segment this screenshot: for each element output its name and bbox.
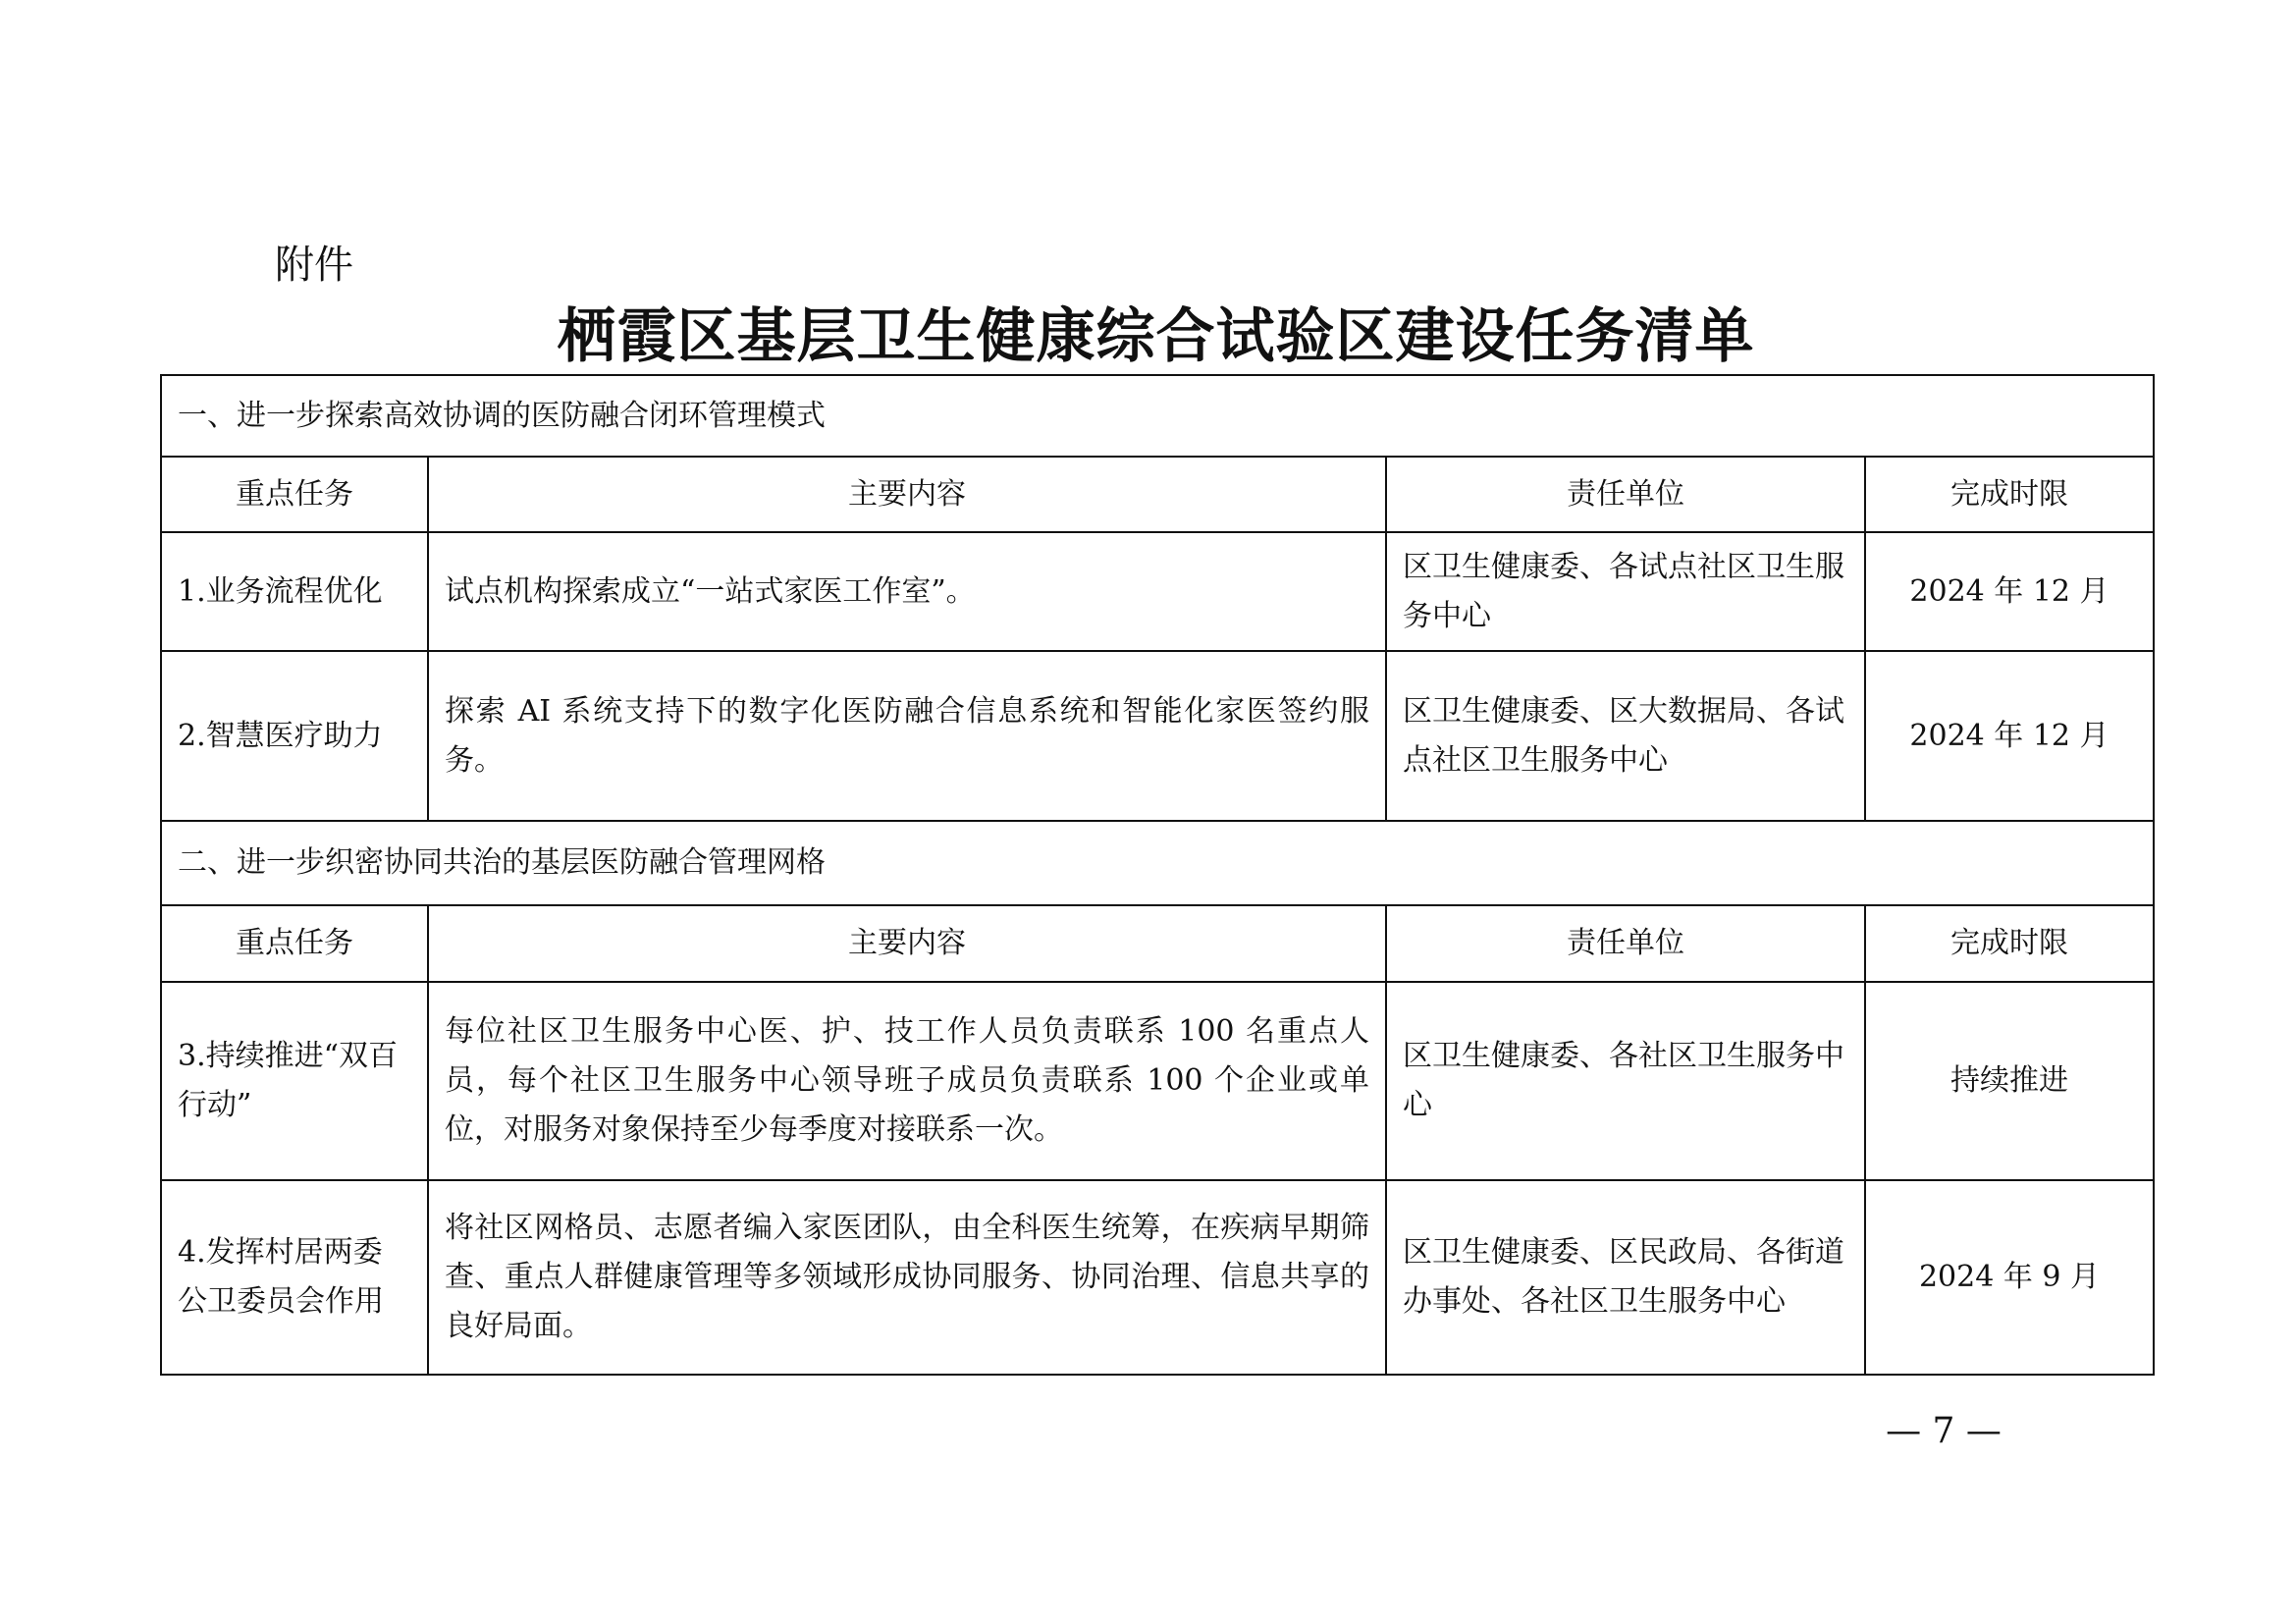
task-cell: 4.发挥村居两委公卫委员会作用	[161, 1180, 428, 1375]
section-heading: 一、进一步探索高效协调的医防融合闭环管理模式	[161, 375, 2154, 457]
deadline-cell: 2024 年 12 月	[1865, 651, 2154, 821]
table-row	[161, 982, 2154, 1180]
responsible-cell: 区卫生健康委、各社区卫生服务中心	[1386, 982, 1865, 1180]
content-cell: 将社区网格员、志愿者编入家医团队，由全科医生统筹，在疾病早期筛查、重点人群健康管理等多领域形成协同服务、协同治理、信息共享的良好局面。	[428, 1180, 1386, 1375]
table-row	[161, 532, 2154, 651]
page-number: — 7 —	[1886, 1411, 2002, 1451]
column-header-responsible: 责任单位	[1386, 905, 1865, 982]
column-header-responsible: 责任单位	[1386, 457, 1865, 532]
column-header-deadline: 完成时限	[1865, 457, 2154, 532]
task-list-table	[160, 374, 2155, 1376]
content-cell: 每位社区卫生服务中心医、护、技工作人员负责联系 100 名重点人员，每个社区卫生服务中心领导班子成员负责联系 100 个企业或单位，对服务对象保持至少每季度对接联系一次。	[428, 982, 1386, 1180]
column-header-content: 主要内容	[428, 905, 1386, 982]
section-heading: 二、进一步织密协同共治的基层医防融合管理网格	[161, 821, 2154, 905]
attachment-label: 附件	[275, 243, 353, 288]
deadline-cell: 2024 年 9 月	[1865, 1180, 2154, 1375]
table-row	[161, 1180, 2154, 1375]
responsible-cell: 区卫生健康委、各试点社区卫生服务中心	[1386, 532, 1865, 651]
section-heading-row	[161, 375, 2154, 457]
table-row	[161, 651, 2154, 821]
responsible-cell: 区卫生健康委、区民政局、各街道办事处、各社区卫生服务中心	[1386, 1180, 1865, 1375]
task-cell: 1.业务流程优化	[161, 532, 428, 651]
column-header-task: 重点任务	[161, 457, 428, 532]
column-header-row	[161, 457, 2154, 532]
column-header-row	[161, 905, 2154, 982]
deadline-cell: 持续推进	[1865, 982, 2154, 1180]
responsible-cell: 区卫生健康委、区大数据局、各试点社区卫生服务中心	[1386, 651, 1865, 821]
task-cell: 2.智慧医疗助力	[161, 651, 428, 821]
column-header-deadline: 完成时限	[1865, 905, 2154, 982]
task-cell: 3.持续推进“双百行动”	[161, 982, 428, 1180]
deadline-cell: 2024 年 12 月	[1865, 532, 2154, 651]
content-cell: 试点机构探索成立“一站式家医工作室”。	[428, 532, 1386, 651]
section-heading-row	[161, 821, 2154, 905]
column-header-content: 主要内容	[428, 457, 1386, 532]
document-title: 栖霞区基层卫生健康综合试验区建设任务清单	[557, 302, 1755, 371]
column-header-task: 重点任务	[161, 905, 428, 982]
content-cell: 探索 AI 系统支持下的数字化医防融合信息系统和智能化家医签约服务。	[428, 651, 1386, 821]
